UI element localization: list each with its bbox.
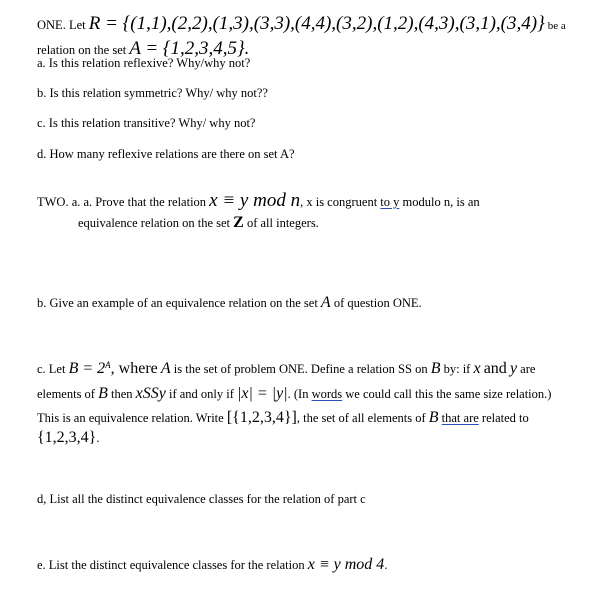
to-y-link: to y	[380, 195, 400, 209]
two-e-prefix: e. List the distinct equivalence classes for the relation	[37, 558, 305, 572]
let-word: Let	[68, 18, 86, 32]
congruence-relation: x ≡ y mod n	[209, 190, 301, 211]
two-c3-prefix: This is an equivalence relation. Write	[37, 411, 224, 425]
problem-two-e	[37, 557, 387, 573]
problem-two-b	[37, 295, 422, 311]
B-exponent: A	[105, 360, 111, 370]
two-c-prefix: c. Let	[37, 362, 66, 377]
two-a-mid: , x is congruent	[300, 195, 378, 209]
two-a-line2-prefix: equivalence relation on the set	[78, 216, 231, 230]
equivalence-class-notation: [{1,2,3,4}]	[226, 409, 297, 426]
question-one-d: d. How many reflexive relations are there on set A?	[37, 147, 295, 161]
problem-two-c-line3	[37, 410, 529, 426]
two-a-prefix: TWO. a. a. Prove that the relation	[37, 195, 207, 209]
problem-two-a-line1	[37, 191, 480, 210]
integers-symbol: Z	[233, 214, 244, 231]
are-word: are	[520, 362, 536, 377]
problem-two-c-line4	[37, 430, 99, 446]
by-if-text: by: if	[443, 362, 471, 377]
relation-R-definition: R = {(1,1),(2,2),(1,3),(3,3),(4,4),(3,2),(1,2),(4,3),(3,1),(3,4)}	[88, 13, 545, 34]
B-symbol: B	[430, 360, 441, 378]
problem-two-a-line2	[78, 215, 319, 231]
two-a-line2-end: of all integers.	[246, 216, 319, 230]
two-c3-mid: , the set of all elements of	[296, 411, 426, 425]
y-symbol: y	[509, 360, 518, 378]
in-text: . (In	[287, 387, 309, 401]
two-b-prefix: b. Give an example of an equivalence relation on the set	[37, 296, 318, 310]
set-1234: {1,2,3,4}	[37, 429, 97, 446]
same-size-relation: xSSy	[135, 385, 166, 402]
two-a-end: modulo n, is an	[402, 195, 480, 209]
two-c3-end: related to	[481, 411, 529, 425]
be-a-text: be a	[547, 20, 566, 32]
then-word: then	[111, 387, 133, 401]
relation-on-set-text: relation on the set	[37, 43, 127, 57]
e-period: .	[384, 558, 388, 572]
two-c2-prefix: elements of	[37, 387, 95, 401]
B-symbol-3: B	[428, 409, 439, 426]
two-b-end: of question ONE.	[333, 296, 422, 310]
question-one-a: a. Is this relation reflexive? Why/why not?	[37, 56, 251, 70]
two-c2-end: we could call this the same size relation.)	[345, 387, 552, 401]
c4-period: .	[96, 431, 100, 445]
question-one-b: b. Is this relation symmetric? Why/ why not??	[37, 86, 268, 100]
set-A-symbol: A	[320, 294, 331, 311]
problem-two-c-line2	[37, 386, 551, 402]
x-symbol: x	[473, 360, 481, 378]
and-word: and	[483, 360, 507, 378]
iff-text: if and only if	[168, 387, 234, 401]
problem-one-label: ONE.	[37, 18, 66, 32]
absolute-value-equality: |x| = |y|	[237, 385, 288, 402]
B-symbol-2: B	[98, 385, 108, 402]
question-one-c: c. Is this relation transitive? Why/ why not?	[37, 116, 256, 130]
problem-two-d: d, List all the distinct equivalence classes for the relation of part c	[37, 492, 366, 506]
where-word: , where	[110, 360, 158, 378]
B-definition: B = 2	[68, 360, 106, 378]
mod-4-relation: x ≡ y mod 4	[307, 556, 385, 573]
A-symbol: A	[160, 360, 171, 378]
that-are-link: that are	[441, 411, 479, 425]
two-c-mid: is the set of problem ONE. Define a relation SS on	[173, 362, 428, 377]
problem-one-line1	[37, 14, 566, 33]
words-link: words	[311, 387, 343, 401]
set-A-definition: A = {1,2,3,4,5}.	[129, 38, 250, 59]
problem-two-c-line1	[37, 361, 535, 377]
